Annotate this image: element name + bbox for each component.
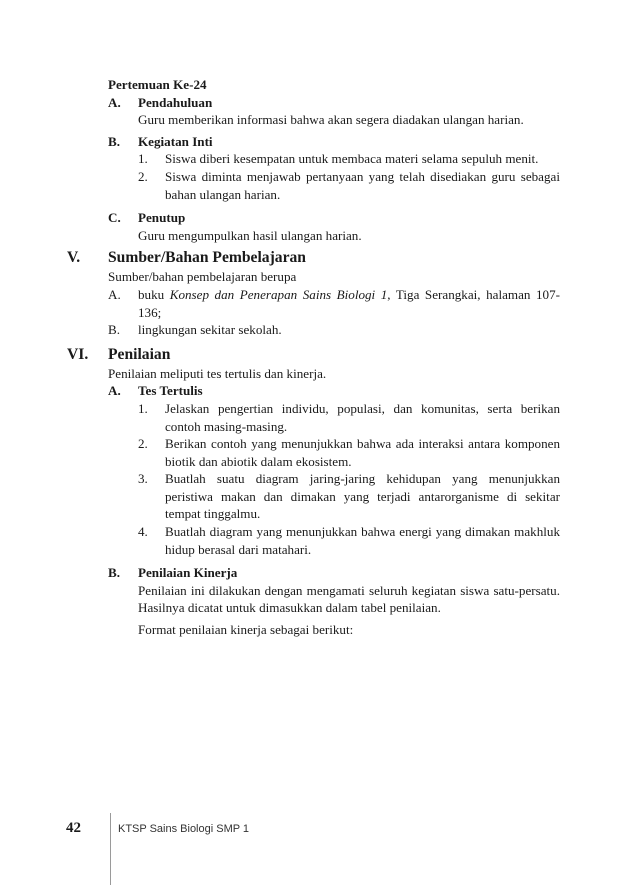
performance-format: Format penilaian kinerja sebagai berikut: <box>138 622 354 638</box>
heading-vi-numeral: VI. <box>67 345 89 363</box>
test-letter: A. <box>108 383 121 399</box>
page-content <box>0 76 638 639</box>
section-b-heading <box>0 133 638 151</box>
list-item-text: Berikan contoh yang menunjukkan bahwa ada interaksi antara komponen biotik dan abiotik dalam ekosistem. <box>165 436 560 469</box>
list-item-number: 1. <box>138 151 148 167</box>
list-item-text: lingkungan sekitar sekolah. <box>138 322 282 338</box>
section-a-letter: A. <box>108 94 121 110</box>
list-item <box>0 435 638 470</box>
performance-body: Penilaian ini dilakukan dengan mengamati seluruh kegiatan siswa satu-persatu. Hasilnya dicatat untuk dimasukkan dalam tabel penilaian. <box>138 582 560 616</box>
section-c-heading <box>0 209 638 227</box>
list-item <box>0 523 638 558</box>
book-prefix: buku <box>138 286 170 302</box>
section-b-title: Kegiatan Inti <box>138 133 213 149</box>
book-suffix: , Tiga Serangkai, halaman 107-136; <box>138 286 560 320</box>
performance-title: Penilaian Kinerja <box>138 565 238 581</box>
section-vi-intro: Penilaian meliputi tes tertulis dan kinerja. <box>108 365 327 381</box>
performance-letter: B. <box>108 565 121 581</box>
test-title: Tes Tertulis <box>138 383 203 399</box>
list-item-number: 4. <box>138 524 148 540</box>
section-c-body: Guru mengumpulkan hasil ulangan harian. <box>138 227 362 243</box>
heading-v-title: Sumber/Bahan Pembelajaran <box>108 249 306 267</box>
heading-vi <box>0 345 638 365</box>
list-item <box>0 321 638 339</box>
list-item-text <box>138 286 560 321</box>
heading-v-numeral: V. <box>67 249 81 267</box>
section-a-body: Guru memberikan informasi bahwa akan segera diadakan ulangan harian. <box>138 112 524 128</box>
list-item-number: 2. <box>138 168 148 184</box>
list-item <box>0 150 638 168</box>
section-b-letter: B. <box>108 133 121 149</box>
running-footer-title: KTSP Sains Biologi SMP 1 <box>118 823 250 835</box>
list-item-text: Siswa diberi kesempatan untuk membaca materi selama sepuluh menit. <box>165 151 539 167</box>
page-number: 42 <box>66 820 81 836</box>
section-a-title: Pendahuluan <box>138 94 213 110</box>
list-item-text: Buatlah diagram yang menunjukkan bahwa energi yang dimakan makhluk hidup berasal dari matahari. <box>165 524 560 557</box>
meeting-title: Pertemuan Ke-24 <box>108 77 207 92</box>
list-item-text: Jelaskan pengertian individu, populasi, dan komunitas, serta berikan contoh masing-masing. <box>165 400 560 434</box>
list-item-number: 3. <box>138 471 148 487</box>
list-item-number: 1. <box>138 400 148 416</box>
list-item <box>0 286 638 321</box>
list-item-letter: B. <box>108 322 121 338</box>
section-c-title: Penutup <box>138 210 186 226</box>
heading-vi-title: Penilaian <box>108 345 171 363</box>
list-item-letter: A. <box>108 286 121 302</box>
test-heading <box>0 382 638 400</box>
section-v-intro: Sumber/bahan pembelajaran berupa <box>108 269 297 285</box>
list-item-text: Siswa diminta menjawab pertanyaan yang telah disediakan guru sebagai bahan ulangan harian. <box>165 168 560 202</box>
section-a-heading <box>0 94 638 112</box>
section-c-letter: C. <box>108 210 121 226</box>
list-item-text: Buatlah suatu diagram jaring-jaring kehidupan yang menunjukkan peristiwa makan dan dimakan yang terjadi antarorganisme di sekitar tempat tinggalmu. <box>165 471 560 522</box>
list-item <box>0 400 638 435</box>
book-title: Konsep dan Penerapan Sains Biologi 1 <box>169 286 388 302</box>
list-item-number: 2. <box>138 436 148 452</box>
performance-heading <box>0 564 638 582</box>
footer-divider <box>110 813 111 885</box>
heading-v <box>0 248 638 268</box>
list-item <box>0 470 638 523</box>
list-item <box>0 168 638 203</box>
